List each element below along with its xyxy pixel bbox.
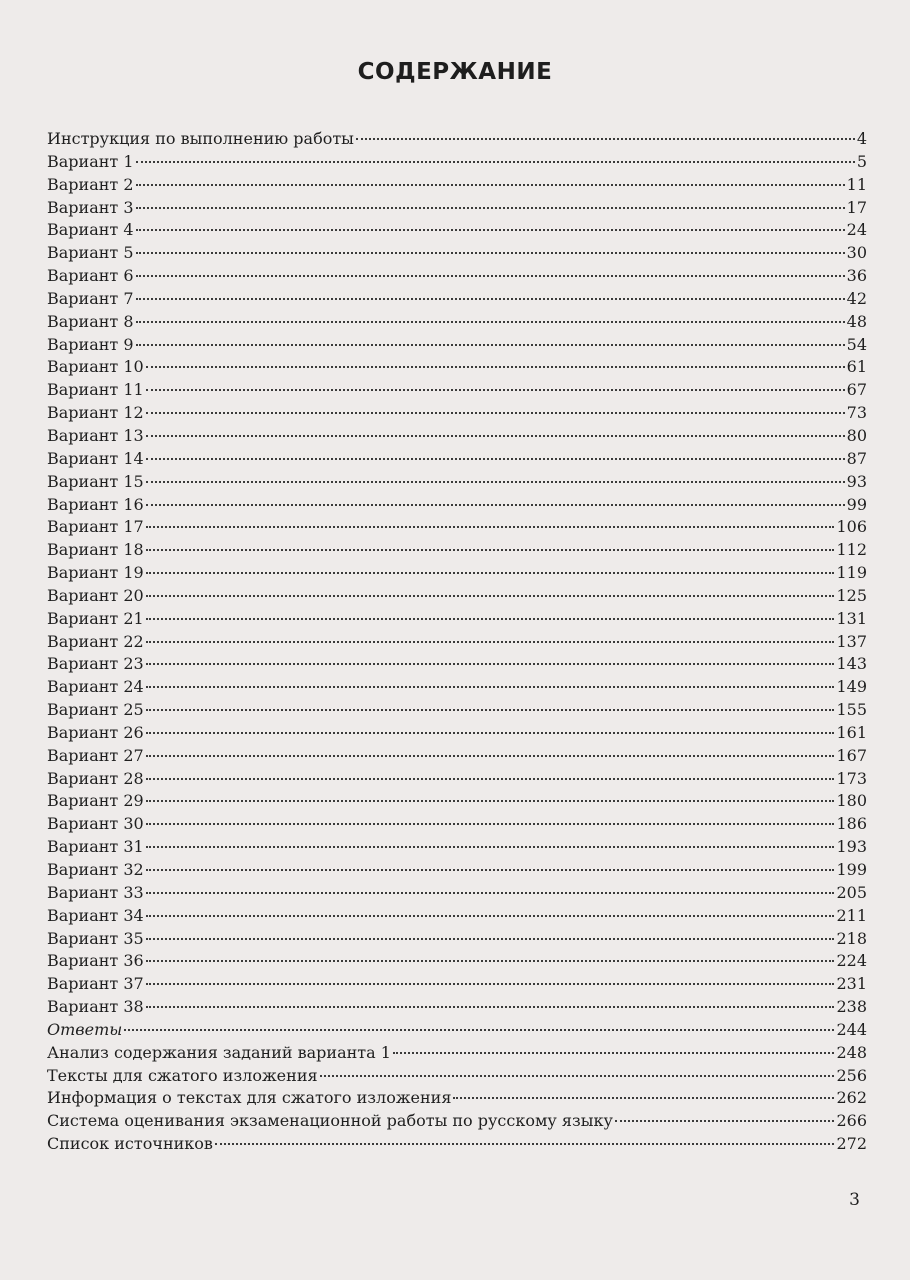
toc-entry (47, 311, 867, 334)
toc-entry-page: 248 (836, 1042, 867, 1062)
toc-entry-label: Вариант 29 (47, 791, 144, 811)
dot-leader (146, 366, 845, 368)
toc-entry-page: 137 (836, 631, 867, 651)
toc-entry-label: Вариант 1 (47, 151, 134, 171)
toc-entry-label: Вариант 34 (47, 905, 144, 925)
toc-entry-page: 211 (836, 905, 867, 925)
toc-entry-page: 161 (836, 722, 867, 742)
toc-entry-page: 231 (836, 974, 867, 994)
page-title: СОДЕРЖАНИЕ (357, 59, 553, 86)
toc-entry-label: Вариант 11 (47, 380, 144, 400)
toc-entry (47, 631, 867, 654)
toc-entry-page: 173 (836, 768, 867, 788)
toc-entry-page: 54 (846, 334, 867, 354)
toc-entry-label: Вариант 21 (47, 608, 144, 628)
toc-entry (47, 356, 867, 379)
toc-entry (47, 1110, 867, 1133)
toc-entry-label: Вариант 32 (47, 860, 144, 879)
toc-entry-page: 67 (846, 380, 867, 400)
toc-entry-page: 73 (846, 403, 867, 423)
toc-entry-label: Вариант 33 (47, 882, 144, 902)
toc-entry-label: Информация о текстах для сжатого изложения (47, 1088, 452, 1108)
toc-entry-label: Вариант 2 (47, 174, 134, 194)
page-number: 3 (849, 1190, 860, 1210)
toc-entry-page: 143 (836, 654, 867, 674)
dot-leader (146, 549, 835, 551)
toc-entry-label: Вариант 31 (47, 837, 144, 857)
dot-leader (136, 184, 845, 186)
dot-leader (146, 641, 835, 643)
toc-entry (47, 905, 867, 928)
toc-entry-label: Вариант 6 (47, 266, 134, 286)
toc-entry (47, 494, 867, 517)
dot-leader (146, 1006, 835, 1008)
toc-entry-page: 272 (836, 1134, 867, 1154)
toc-entry (47, 288, 867, 311)
toc-entry (47, 882, 867, 905)
toc-entry-label: Вариант 13 (47, 425, 144, 445)
toc-entry (47, 745, 867, 768)
dot-leader (146, 960, 835, 962)
toc-entry-page: 224 (836, 951, 867, 971)
toc-entry (47, 128, 867, 151)
toc-entry-label: Вариант 22 (47, 631, 144, 651)
toc-entry-page: 24 (846, 220, 867, 240)
toc-entry-label: Вариант 15 (47, 471, 144, 491)
dot-leader (146, 504, 845, 506)
toc-entry-label: Вариант 35 (47, 928, 144, 948)
toc-entry-label: Вариант 28 (47, 768, 144, 788)
toc-entry-page: 125 (836, 585, 867, 605)
dot-leader (146, 869, 835, 871)
toc-entry-label: Вариант 24 (47, 677, 144, 697)
toc-entry-label: Вариант 9 (47, 334, 134, 354)
toc-entry-label: Вариант 3 (47, 197, 134, 217)
dot-leader (146, 389, 845, 391)
toc-entry (47, 608, 867, 631)
dot-leader (146, 983, 835, 985)
toc-entry (47, 265, 867, 288)
toc-entry-label: Вариант 4 (47, 220, 134, 240)
dot-leader (136, 252, 845, 254)
toc-entry-label: Вариант 5 (47, 243, 134, 263)
dot-leader (215, 1143, 835, 1145)
toc-entry (47, 1065, 867, 1088)
dot-leader (146, 938, 835, 940)
toc-entry-page: 80 (846, 425, 867, 445)
dot-leader (146, 823, 835, 825)
toc-entry (47, 1133, 867, 1156)
toc-entry-page: 106 (836, 517, 867, 537)
toc-entry-label: Вариант 19 (47, 563, 144, 583)
toc-entry (47, 448, 867, 471)
dot-leader (146, 892, 835, 894)
toc-entry-page: 30 (846, 243, 867, 263)
toc-entry-page: 48 (846, 311, 867, 331)
dot-leader (136, 344, 845, 346)
toc-entry-label: Вариант 10 (47, 357, 144, 377)
toc-entry (47, 699, 867, 722)
toc-entry (47, 653, 867, 676)
dot-leader (615, 1120, 835, 1122)
toc-entry-page: 186 (836, 814, 867, 834)
dot-leader (146, 732, 835, 734)
dot-leader (146, 778, 835, 780)
toc-entry-label: Вариант 37 (47, 974, 144, 994)
toc-entry-page: 17 (846, 197, 867, 217)
dot-leader (146, 663, 835, 665)
toc-entry-page: 112 (836, 540, 867, 560)
toc-entry (47, 334, 867, 357)
toc-entry-page: 99 (846, 494, 867, 514)
toc-entry (47, 562, 867, 585)
dot-leader (453, 1097, 834, 1099)
toc-entry-page: 119 (836, 563, 867, 583)
toc-entry (47, 973, 867, 996)
toc-entry (47, 197, 867, 220)
toc-entry-page: 199 (836, 860, 867, 879)
toc-entry-page: 238 (836, 997, 867, 1017)
toc-entry-label: Вариант 26 (47, 722, 144, 742)
toc-entry-label: Инструкция по выполнению работы (47, 129, 354, 148)
dot-leader (146, 526, 835, 528)
toc-entry (47, 219, 867, 242)
toc-entry (47, 174, 867, 197)
dot-leader (136, 161, 855, 163)
toc-entry-page: 262 (836, 1088, 867, 1108)
toc-entry-label: Анализ содержания заданий варианта 1 (47, 1042, 391, 1062)
dot-leader (146, 915, 835, 917)
toc-entry (47, 676, 867, 699)
toc-entry-page: 11 (846, 174, 867, 194)
toc-entry (47, 379, 867, 402)
dot-leader (124, 1029, 834, 1031)
toc-entry-page: 193 (836, 837, 867, 857)
dot-leader (146, 686, 835, 688)
dot-leader (146, 755, 835, 757)
toc-entry (47, 539, 867, 562)
toc-entry (47, 928, 867, 951)
toc-entry-page: 61 (846, 357, 867, 377)
toc-entry-page: 180 (836, 791, 867, 811)
toc-entry-label: Вариант 8 (47, 311, 134, 331)
toc-entry-label: Вариант 23 (47, 654, 144, 674)
toc-entry-page: 42 (846, 288, 867, 308)
toc-entry-page: 131 (836, 608, 867, 628)
toc-entry (47, 768, 867, 791)
dot-leader (146, 481, 845, 483)
dot-leader (393, 1052, 835, 1054)
toc-entry-label: Вариант 38 (47, 997, 144, 1017)
dot-leader (136, 321, 845, 323)
toc-entry-label: Ответы (47, 1019, 123, 1039)
toc-entry (47, 950, 867, 973)
toc-entry-page: 87 (846, 448, 867, 468)
dot-leader (146, 800, 835, 802)
toc-entry-page: 256 (836, 1065, 867, 1085)
toc-entry-label: Вариант 7 (47, 288, 134, 308)
table-of-contents (47, 128, 867, 1156)
toc-entry (47, 425, 867, 448)
toc-entry (47, 836, 867, 859)
toc-entry-label: Список источников (47, 1134, 213, 1154)
toc-entry (47, 859, 867, 882)
dot-leader (146, 618, 835, 620)
dot-leader (146, 709, 835, 711)
toc-entry-label: Вариант 27 (47, 745, 144, 765)
toc-entry-label: Вариант 16 (47, 494, 144, 514)
toc-entry-label: Система оценивания экзаменационной работы по русскому языку (47, 1111, 613, 1131)
toc-entry (47, 516, 867, 539)
toc-entry-page: 167 (836, 745, 867, 765)
toc-entry-page: 266 (836, 1111, 867, 1131)
toc-entry (47, 1042, 867, 1065)
toc-entry-label: Вариант 12 (47, 403, 144, 423)
toc-entry-page: 149 (836, 677, 867, 697)
dot-leader (146, 595, 835, 597)
toc-entry-label: Вариант 14 (47, 448, 144, 468)
toc-entry (47, 996, 867, 1019)
toc-entry-label: Вариант 20 (47, 585, 144, 605)
toc-entry (47, 722, 867, 745)
toc-entry (47, 1087, 867, 1110)
toc-entry-page: 218 (836, 928, 867, 948)
dot-leader (146, 846, 835, 848)
toc-entry (47, 402, 867, 425)
dot-leader (146, 412, 845, 414)
toc-entry-page: 155 (836, 700, 867, 720)
toc-entry-label: Тексты для сжатого изложения (47, 1065, 318, 1085)
toc-entry-label: Вариант 18 (47, 540, 144, 560)
toc-entry-label: Вариант 17 (47, 517, 144, 537)
toc-entry-page: 36 (846, 266, 867, 286)
toc-entry-page: 4 (856, 129, 867, 148)
dot-leader (146, 435, 845, 437)
dot-leader (136, 229, 845, 231)
toc-entry (47, 790, 867, 813)
toc-entry-page: 5 (856, 151, 867, 171)
toc-entry (47, 585, 867, 608)
toc-entry (47, 813, 867, 836)
toc-entry (47, 151, 867, 174)
toc-entry-label: Вариант 36 (47, 951, 144, 971)
toc-entry (47, 1019, 867, 1042)
dot-leader (320, 1075, 835, 1077)
dot-leader (136, 298, 845, 300)
dot-leader (146, 458, 845, 460)
dot-leader (356, 138, 855, 140)
dot-leader (136, 275, 845, 277)
toc-entry-page: 205 (836, 882, 867, 902)
toc-entry-page: 244 (836, 1019, 867, 1039)
toc-entry-page: 93 (846, 471, 867, 491)
dot-leader (146, 572, 835, 574)
dot-leader (136, 207, 845, 209)
toc-entry-label: Вариант 25 (47, 700, 144, 720)
toc-entry (47, 471, 867, 494)
toc-entry-label: Вариант 30 (47, 814, 144, 834)
toc-entry (47, 242, 867, 265)
